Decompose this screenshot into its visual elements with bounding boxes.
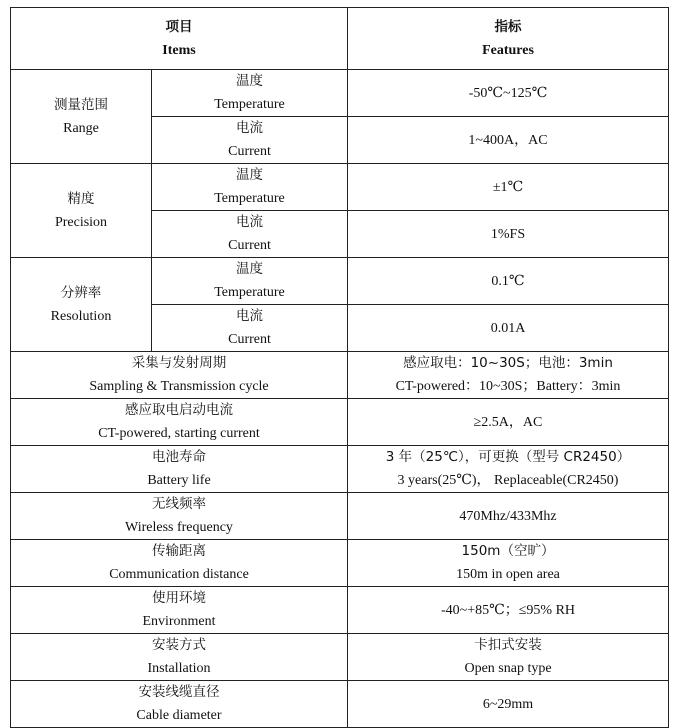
sub-label-zh: 温度: [236, 167, 263, 183]
sub-label: [152, 258, 348, 305]
row-label-zh: 感应取电启动电流: [125, 402, 233, 418]
row-label: [11, 634, 348, 681]
row-label: [11, 446, 348, 493]
value-cell: 6~29mm: [348, 681, 669, 728]
sub-label: [152, 305, 348, 352]
group-label-zh: 精度: [67, 190, 95, 207]
items-header: [11, 8, 348, 70]
value-zh: 卡扣式安装: [474, 637, 542, 653]
items-header-zh: 项目: [165, 18, 193, 35]
spec-table: [10, 7, 669, 728]
group-label-zh: 分辨率: [60, 284, 102, 301]
sub-label: [152, 211, 348, 258]
value-cell: 470Mhz/433Mhz: [348, 493, 669, 540]
sub-label-en: Current: [228, 332, 271, 347]
group-label-zh: 测量范围: [54, 96, 108, 113]
row-label-zh: 使用环境: [152, 590, 206, 606]
table-row: [11, 258, 669, 305]
group-label-en: Resolution: [50, 308, 112, 324]
value-cell: -40~+85℃；≤95% RH: [348, 587, 669, 634]
table-row: [11, 493, 669, 540]
row-label-zh: 安装方式: [152, 637, 206, 653]
value-cell: 0.01A: [348, 305, 669, 352]
sub-label-en: Temperature: [214, 97, 285, 112]
row-label-en: Environment: [142, 614, 216, 629]
group-label-precision: [11, 164, 152, 258]
row-label-en: Installation: [147, 661, 211, 676]
items-header-en: Items: [162, 42, 196, 58]
sub-label-en: Temperature: [214, 191, 285, 206]
row-label: [11, 681, 348, 728]
value-cell: 0.1℃: [348, 258, 669, 305]
value-cell: 1~400A，AC: [348, 117, 669, 164]
value-cell: [348, 540, 669, 587]
sub-label-zh: 温度: [236, 261, 263, 277]
table-row: [11, 399, 669, 446]
table-row: [11, 164, 669, 211]
group-label-range: [11, 70, 152, 164]
sub-label-en: Temperature: [214, 285, 285, 300]
row-label: [11, 493, 348, 540]
row-label-zh: 电池寿命: [152, 449, 206, 465]
row-label-en: Battery life: [147, 473, 211, 488]
value-cell: [348, 446, 669, 493]
row-label-en: Communication distance: [109, 567, 249, 582]
row-label-en: CT-powered, starting current: [98, 426, 260, 441]
sub-label: [152, 70, 348, 117]
value-en: Open snap type: [464, 661, 552, 676]
value-cell: ±1℃: [348, 164, 669, 211]
row-label-zh: 采集与发射周期: [131, 355, 227, 371]
row-label-en: Cable diameter: [136, 708, 222, 723]
value-en: 150m in open area: [456, 567, 560, 582]
group-label-resolution: [11, 258, 152, 352]
row-label-zh: 传输距离: [152, 543, 206, 559]
sub-label-zh: 电流: [236, 308, 263, 324]
value-cell: [348, 634, 669, 681]
sub-label-zh: 温度: [236, 73, 263, 89]
table-row: [11, 681, 669, 728]
sub-label: [152, 164, 348, 211]
features-header: [348, 8, 669, 70]
value-cell: -50℃~125℃: [348, 70, 669, 117]
value-en: CT-powered：10~30S；Battery：3min: [395, 379, 621, 394]
table-row: [11, 540, 669, 587]
sub-label: [152, 117, 348, 164]
row-label: [11, 540, 348, 587]
row-label: [11, 352, 348, 399]
sub-label-zh: 电流: [236, 120, 263, 136]
table-row: [11, 352, 669, 399]
table-row: [11, 70, 669, 117]
row-label-zh: 无线频率: [152, 496, 206, 512]
table-row: [11, 634, 669, 681]
row-label: [11, 587, 348, 634]
value-cell: 1%FS: [348, 211, 669, 258]
group-label-en: Precision: [54, 214, 108, 230]
value-zh: 感应取电：10~30S；电池：3min: [403, 355, 613, 371]
row-label-zh: 安装线缆直径: [138, 684, 220, 700]
row-label: [11, 399, 348, 446]
row-label-en: Sampling & Transmission cycle: [89, 379, 269, 394]
features-header-zh: 指标: [494, 18, 522, 35]
value-zh: 3 年（25℃），可更换（型号 CR2450）: [385, 449, 631, 465]
table-row: [11, 587, 669, 634]
sub-label-en: Current: [228, 238, 271, 253]
table-row: [11, 446, 669, 493]
value-cell: ≥2.5A，AC: [348, 399, 669, 446]
sub-label-zh: 电流: [236, 214, 263, 230]
group-label-en: Range: [63, 120, 99, 136]
value-en: 3 years(25℃)， Replaceable(CR2450): [397, 473, 619, 488]
features-header-en: Features: [482, 42, 534, 58]
value-cell: [348, 352, 669, 399]
value-zh: 150m（空旷）: [461, 543, 555, 559]
sub-label-en: Current: [228, 144, 271, 159]
header-row: [11, 8, 669, 70]
row-label-en: Wireless frequency: [125, 520, 233, 535]
